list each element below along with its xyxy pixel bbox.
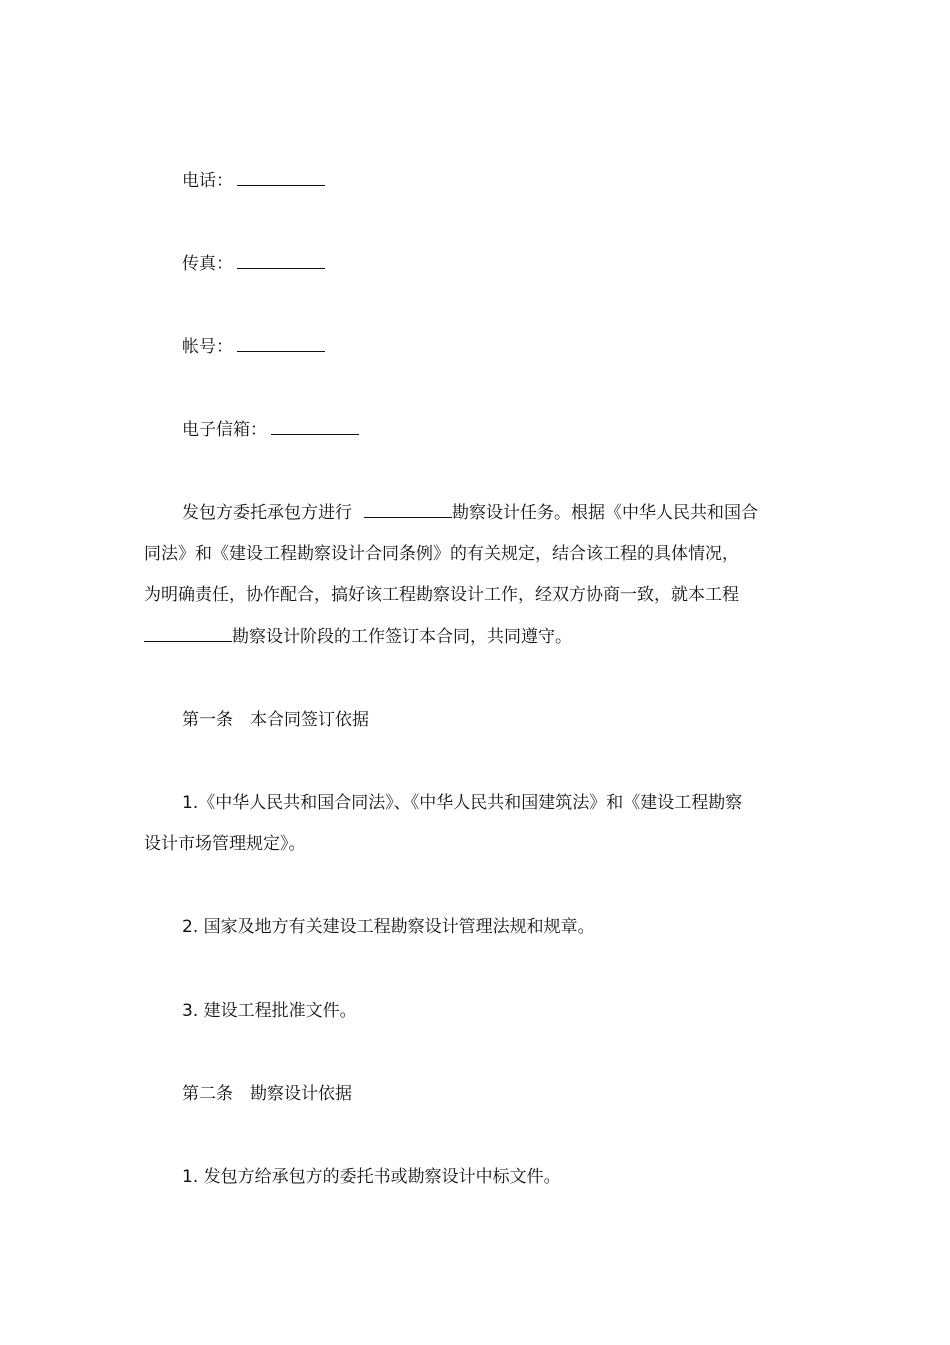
email-blank: [271, 420, 359, 435]
intro-line-1: [182, 502, 758, 524]
article-1-item-3: 3. 建设工程批准文件。: [182, 1001, 357, 1021]
project-name-blank: [364, 503, 452, 518]
fax-field: [182, 253, 325, 275]
article-1-item-1-line-2: 设计市场管理规定》。: [144, 834, 306, 854]
article-2-heading: 第二条 勘察设计依据: [182, 1084, 352, 1104]
intro-text-c: 勘察设计阶段的工作签订本合同，共同遵守。: [232, 627, 572, 647]
phone-label: 电话：: [182, 171, 233, 191]
stage-blank: [144, 627, 232, 642]
intro-text-a: 发包方委托承包方进行: [182, 503, 352, 523]
email-field: [182, 419, 359, 441]
account-label: 帐号：: [182, 337, 233, 357]
intro-line-2: 同法》和《建设工程勘察设计合同条例》的有关规定，结合该工程的具体情况，: [144, 544, 739, 564]
phone-field: [182, 170, 325, 192]
intro-line-4: [144, 626, 572, 648]
phone-blank: [237, 171, 325, 186]
article-1-item-1-line-1: 1.《中华人民共和国合同法》、《中华人民共和国建筑法》和《建设工程勘察: [182, 793, 743, 813]
fax-blank: [237, 254, 325, 269]
article-2-item-1: 1. 发包方给承包方的委托书或勘察设计中标文件。: [182, 1167, 561, 1187]
article-1-heading: 第一条 本合同签订依据: [182, 710, 369, 730]
intro-line-3: 为明确责任，协作配合，搞好该工程勘察设计工作，经双方协商一致，就本工程: [144, 585, 739, 605]
email-label: 电子信箱：: [182, 420, 267, 440]
account-field: [182, 336, 325, 358]
fax-label: 传真：: [182, 254, 233, 274]
account-blank: [237, 337, 325, 352]
intro-text-b: 勘察设计任务。根据《中华人民共和国合: [452, 503, 758, 523]
article-1-item-2: 2. 国家及地方有关建设工程勘察设计管理法规和规章。: [182, 917, 595, 937]
